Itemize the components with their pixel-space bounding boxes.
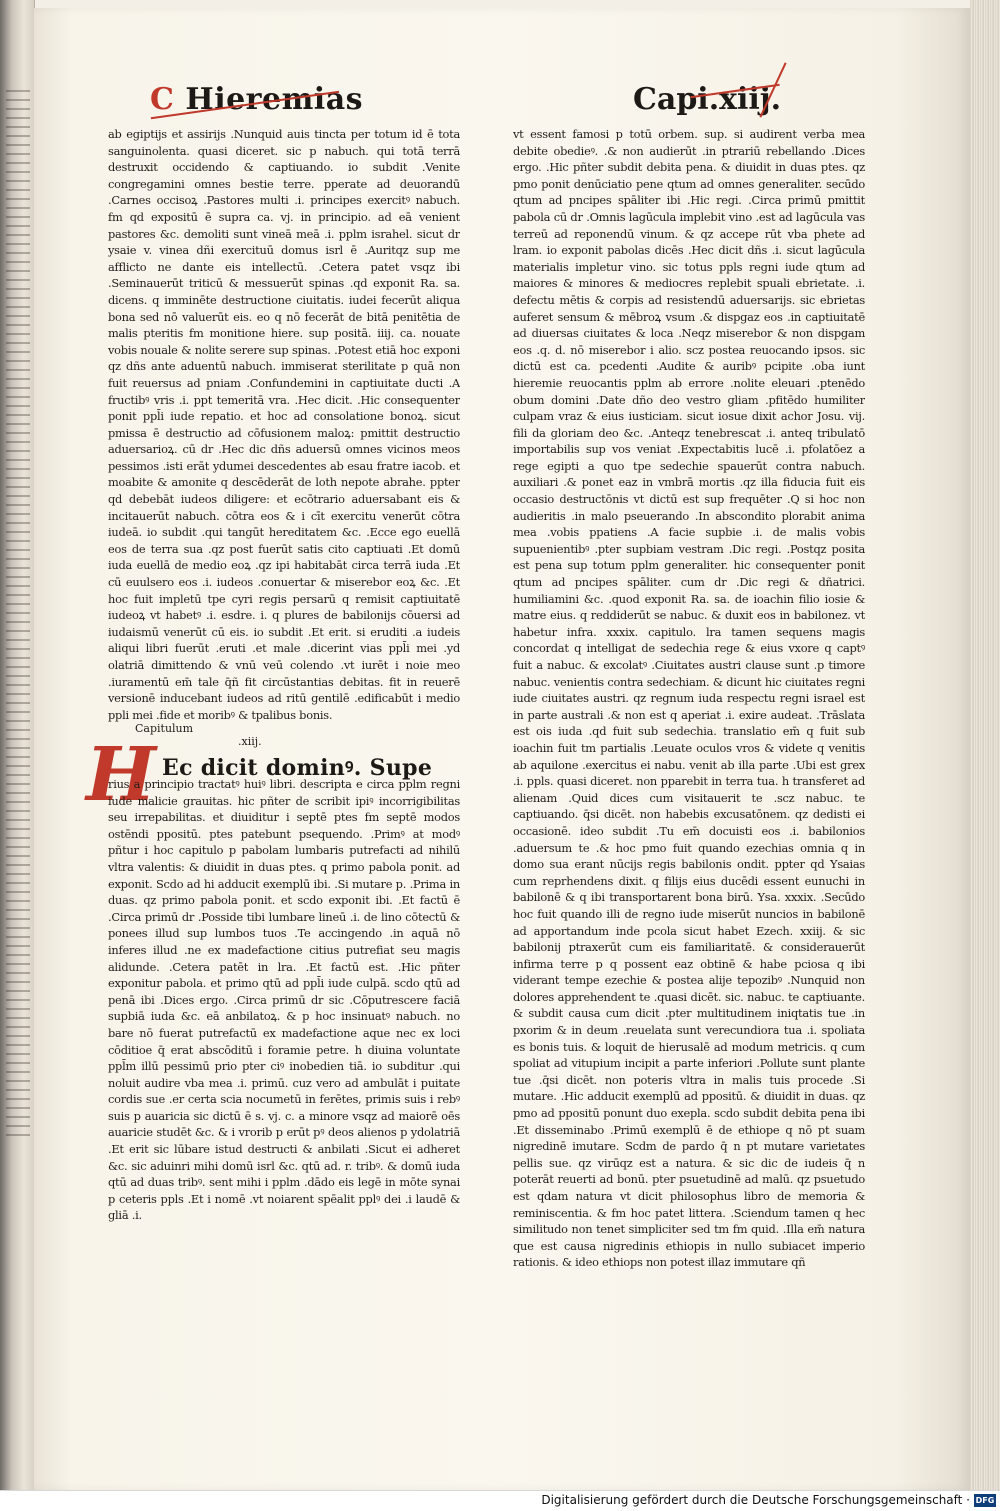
dfg-logo: DFG	[975, 1496, 995, 1505]
rubric-paraph-mark: C	[150, 82, 175, 117]
chapter-number: .xiij.	[238, 735, 262, 748]
chapter-incipit: Ec dicit dominꝰ. Supe	[162, 755, 433, 781]
left-column-lower-paragraph: rius a principio tractatꝰ huiꝰ libri. descripta e circa pplm regni iude malicie grauitas. hic pñter de scribit ipiꝰ incorrigibilitas seu irrepabilitas. et diuiditur i septē ptes fm septē modos ostēndi ppositū. ptes patebunt psequendo. .Primꝰ at modꝰ pñtur i hoc capitulo p pabolam lumbaris putrefacti ad nihilū vltra valentis: & diuidit in duas ptes. q primo pabola ponit. ad exponit. Scdo ad hi adducit exemplū ibi. .Si mutare p. .Prima in duas. qz primo pabola ponit. et scdo exponit ibi. .Et factū ē .Circa primū dr .Posside tibi lumbare lineū .i. de lino cōtectū & ponees illud sup lumbos tuos .Te accingendo .in aquā nō inferes illud .ne ex madefactione citius putrefiat seu magis alidunde. .Cetera patēt in lra. .Et factū est. .Hic pñter exponitur pabola. et primo qtū ad ppl̄i iude culpā. scdo qtū ad penā ibi .Dices ergo. .Circa primū dr sic .Cōputrescere faciā supbiā iuda &c. eā anbilatoꝝ. & p hoc insinuatꝰ nabuch. no bare nō fuerat putrefactū ex madefactione aque nec ex loci cōditioe q̄ erat abscōditū i foramie petre. h diuina voluntate ppl̄m illū pessimū prio pter ciꝰ inobedien tiā. io subditur .qui noluit audire vba mea .i. primū. cuz vero ad ambulāt i puitate cordis sue .er certa scia nocumetū in ferētes, primis suis i rebꝰ suis p auaricia sic dictū ē s. vj. c. a minore vsqz ad maiorē oēs auaricie studēt &c. & i vrorib p erūt pꝰ deos alienos p ydolatriā .Et erit sic lūbare istud destructi & anbilati .Sicut ei adheret &c. sic aduinri mihi domū isrl &c. qtū ad. r. tribꝰ. & domū iuda qtū ad duas tribꝰ. sent mihi i pplm .dādo eis legē in mōte synai p ceteris ppls .Et i nomē .vt noiarent spēalit pplꝰ dei .i laudē & gliā .i.	[108, 777, 460, 1223]
footer-funding-text: Digitalisierung gefördert durch die Deutsche Forschungsgemeinschaft ·	[541, 1493, 970, 1507]
running-head-right: Capi.xiij.	[633, 82, 782, 117]
left-column-lower-text	[108, 776, 460, 1276]
running-head-left-text: Hieremias	[185, 82, 364, 117]
left-column-upper-text	[108, 126, 460, 726]
book-binding-edge	[0, 0, 35, 1490]
left-column-upper-paragraph: ab egiptijs et assirijs .Nunquid auis tincta per totum id ē tota sanguinolenta. quasi diceret. sic p nabuch. qui totā terrā destruxit occidendo & captiuando. io subdit .Venite congregamini omnes bestie terre. pperate ad deuorandū .Carnes occisoꝝ .Pastores multi .i. principes exercitꝰ nabuch. fm qd expositū ē supra ca. vj. in principio. ad eā venient pastores &c. demoliti sunt vineā meā .i. pplm israhel. sicut dr ysaie v. vinea dñi exercituū domus isrl ē .Auritqz sup me afflicto ne dante eis intellectū. .Cetera patet vsqz ibi .Seminauerūt triticū & messuerūt spinas .qd exponit Ra. sa. dicens. q imminēte destructione ciuitatis. iudei fecerūt aliqua bona sed nō valuerūt eis. eo q nō fecerāt de bitā penitētia de malis pteritis fm monitione hiere. sup positā. iiij. ca. nouate vobis nouale & nolite serere sup spinas. .Potest etiā hoc exponi qz dñs ante aduentū nabuch. immiserat sterilitate p quā non fuit reuersus ad pniam .Confundemini in captiuitate ducti .A fructibꝰ vris .i. ppt temeritā vra. .Hec dicit. .Hic consequenter ponit ppl̄i iude repatio. et hoc ad consolatione bonoꝝ. sicut pmissa ē destructio ad cōfusionem maloꝝ: pmittit destructio aduersarioꝝ. cū dr .Hec dic dñs aduersū omnes vicinos meos pessimos .isti erāt ydumei descedentes ab esau fratre iacob. et moabite & amonite q descēderāt de loth nepote abrahe. ppter qd debebāt iudeos diligere: et ecōtrario aduersabant eis & incitauerūt nabuch. cōtra eos & i cīt exercitu venerūt cōtra iudeā. io subdit .qui tangūt hereditatem &c. .Ecce ego euellā eos de terra sua .qz post fuerūt satis cito captiuati .Et domū iuda euellā de medio eoꝝ .qz ipi habitabāt circa terrā iuda .Et cū euulsero eos .i. iudeos .conuertar & miserebor eoꝝ &c. .Et hoc fuit impletū tpe cyri regis persarū q remisit captiuitatē iudeoꝝ vt habetꝰ .i. esdre. i. q plures de babilonijs cōuersi ad iudaismū venerūt cū eis. io subdit .Et erit. si eruditi .a iudeis aliqui libri fuerūt .eruti .et male .dicerint vias ppl̄i mei .yd olatriā dimittendo & vnū veū colendo .vt iurēt i noie meo .iuramentū em̄ tale q̄ñ fit circūstantias debitas. fit in reuerē versionē inducebant iudeos ad ritū gentilē .edificabūt i medio ppli mei .fide et moribꝰ & tpalibus bonis.	[108, 127, 460, 722]
right-column-text	[513, 126, 865, 1276]
rubricated-initial: H	[86, 732, 156, 818]
right-column-paragraph: vt essent famosi p totū orbem. sup. si audirent verba mea debite obedieꝰ. .& non audierūt .in ptrariū rebellando .Dices ergo. .Hic pñter subdit debita pena. & diuidit in duas ptes. qz pmo ponit denūciatio pene qtum ad omnes generaliter. secūdo qtum ad pncipes spāliter ibi .Hic regi. .Circa primū pmittit pabola cū dr .Omnis lagūcula implebit vino .est ad lagūcula vas terreū ad reponendū vinum. & qz accepe rūt vba phete ad lram. io exponit pabolas dicēs .Hec dicit dñs .i. sicut lagūcula materialis impletur vino. sic totus ppls regni iude qtum ad maiores & minores & mediocres replebit spuali ebrietate. .i. defectu mētis & corpis ad resistendū aduersarijs. sic ebrietas auferet sensum & mēbroꝝ vsum .& dispgaz eos .in captiuitatē ad diuersas ciuitates & loca .Neqz miserebor & non dispgam eos .q. d. nō miserebor i alio. scz postea reuocando ipsos. sic dictū est ca. pcedenti .Audite & auribꝰ pcipite .oba iunt hieremie reuocantis pplm ab errore .nolite eleuari .ptenēdo obum domini .Date dño deo vestro gliam .pfitēdo humiliter culpam vraz & eius iusticiam. sicut iosue dixit achor Josu. vij. fili da gloriam deo &c. .Anteqz tenebrescat .i. anteq tribulatō importabilis sup vos veniat .Expectabitis lucē .i. pfolatōez a rege egipti a quo tpe sedechie spauerūt contra nabuch. auxiliari .& ponet eaz in vmbrā mortis .qz illa fiducia fuit eis occasio destructōnis vt dictū est sup frequēter .Q si hoc non audieritis .in malo pseuerando .In abscondito plorabit anima mea .vobis ppatiens .A facie supbie .i. de malis vobis supuenientibꝰ .pter supbiam vestram .Dic regi. .Postqz posita est pena sup totum pplm generaliter. hic consequenter ponit qtum ad pncipes spāliter. cum dr .Dic regi & dñatrici. humiliamini &c. .quod exponit Ra. sa. de ioachin filio iosie & matre eius. q reddiderūt se nabuc. & duxit eos in babilonez. vt habetur infra. xxxix. capitulo. lra tamen sequens magis concordat q intelligat de sedechia rege & eius vxore q captꝰ fuit a nabuc. & excolatꝰ .Ciuitates austri clause sunt .p timore nabuc. venientis contra sedechiam. & dicunt hic ciuitates regni iude ciuitates austri. qz regnum iuda respectu regni israel est in parte australi .& non est q aperiat .i. exire audeat. .Trāslata est ois iuda .qd fuit sub sedechia. translatio em̄ q fuit sub ioachin fuit tm partialis .Leuate oculos vros & videte q venitis ab aquilone .exercitus ei nabu. venit ab illa parte .Ubi est grex .i. ppls. quasi diceret. non pparebit in terra tua. h transferet ad alienam .Quid dices cum visitauerit te .scz nabuc. te captiuando. q̄si dicēt. non habebis excusatōnem. qz dedisti ei occasionē. ideo subdit .Tu em̄ docuisti eos .i. babilonios .aduersum te .& hoc pmo fuit quando ezechias omnia q in domo sua erant nūcijs regis babilonis ondit. ppter qd Ysaias cum reprhendens dixit. q filijs eius ducēdi essent eunuchi in babilonē & q ibi transportarent bona birū. Ysa. xxxix. .Secūdo hoc fuit quando illi de regno iude miserūt nuncios in babilonē ad apportandum inde pcola sicut habet Ezech. xxiij. & sic babilonij ptraxerūt cum eis familiaritatē. & considerauerūt infirma terre p q possent eaz obtinē & habe pciosa q ibi viderant tempe ezechie & postea alije tepozibꝰ .Nunquid non dolores apprehendent te .quasi dicēt. sic. nabuc. te captiuante. & subdit causa cum dicit .pter multitudinem iniqtatis tue .in pxorim & in deum .reuelata sunt verecundiora tua .i. spoliata es bonis tuis. & loquit de hierusalē ad modum metricis. q cum spoliat ad vitupium incipit a parte inferiori .Pollute sunt plante tue .q̄si dicēt. non poteris vltra in malis tuis procede .Si mutare. .Hic adducit exemplū ad ppositū. & diuidit in duas. qz pmo ad ppositū ponunt duo exepla. scdo subdit debita pena ibi .Et disseminabo .Primū exemplū ē de ethiope q nō pt suam nigredinē imutare. Scdm de pardo q̄ n pt mutare varietates pellis sue. qz virūqz est a natura. & sic dic de iudeis q̄ n poterāt reuerti ad bonū. pter psuetudinē ad malū. qz psuetudo est qdam natura vt dicit philosophus libro de memoria & reminiscentia. & fm hoc patet littera. .Sciendum tamen q hec similitudo non tenet simpliciter sed tm fm quid. .Illa em̄ natura que est causa nigredinis ethiopis in nullo subiacet imperio rationis. & ideo ethiops non potest illaz immutare qñ	[513, 127, 865, 1270]
footer-bar	[0, 1490, 1000, 1511]
facing-page-edge	[6, 90, 30, 1140]
page-stack-edges	[970, 0, 1000, 1490]
capitulum-label: Capitulum	[135, 722, 194, 735]
